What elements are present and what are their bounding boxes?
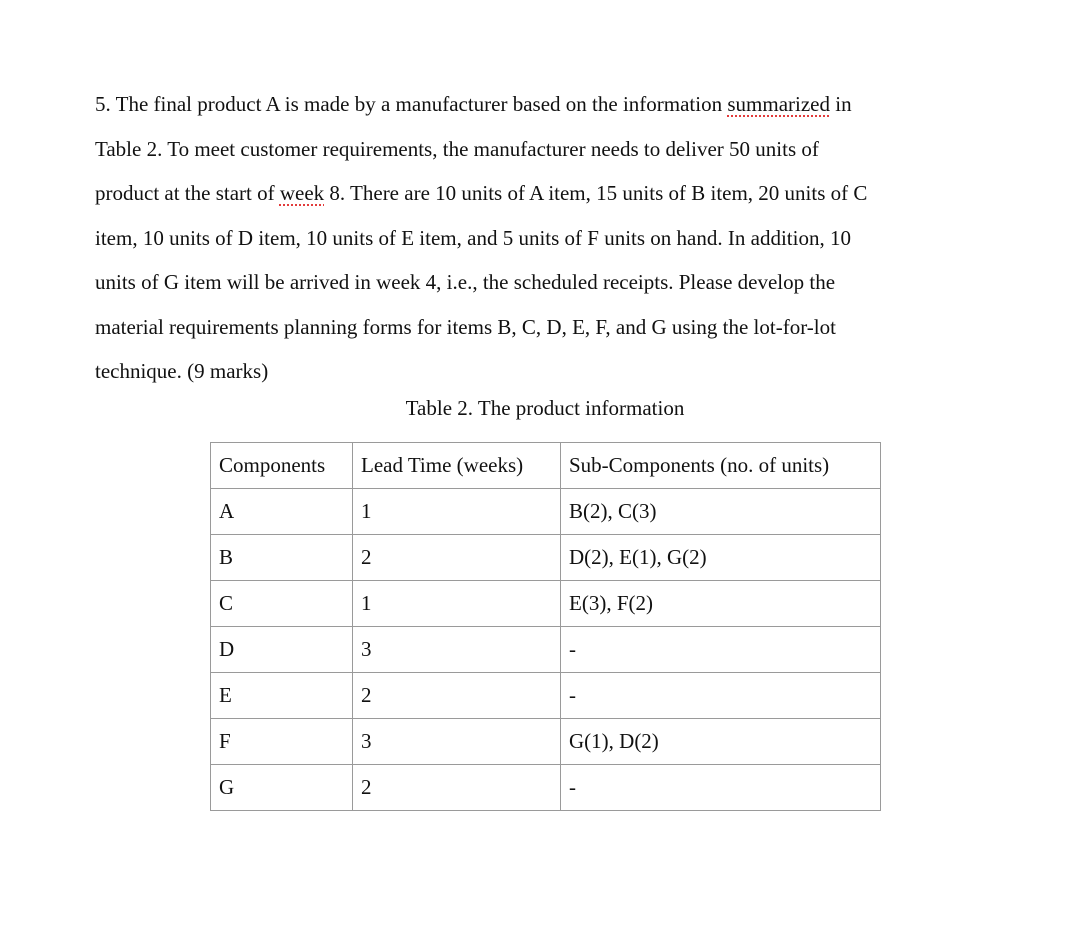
product-information-table — [210, 442, 881, 811]
component-cell: A — [211, 489, 353, 535]
header-lead-time: Lead Time (weeks) — [353, 443, 561, 489]
table-row — [211, 765, 881, 811]
sub-components-cell: - — [561, 765, 881, 811]
header-components: Components — [211, 443, 353, 489]
component-cell: B — [211, 535, 353, 581]
component-cell: G — [211, 765, 353, 811]
question-line-1: 5. The final product A is made by a manufacturer based on the information summarized in — [95, 92, 852, 116]
sub-components-cell: - — [561, 627, 881, 673]
component-cell: F — [211, 719, 353, 765]
table-row — [211, 627, 881, 673]
spellcheck-flagged-word[interactable]: week — [279, 181, 325, 205]
table-row — [211, 719, 881, 765]
sub-components-cell: G(1), D(2) — [561, 719, 881, 765]
lead-time-cell: 1 — [353, 489, 561, 535]
component-cell: E — [211, 673, 353, 719]
sub-components-cell: - — [561, 673, 881, 719]
question-line-7: technique. (9 marks) — [95, 359, 269, 383]
table-row — [211, 535, 881, 581]
question-line-5: units of G item will be arrived in week 4, i.e., the scheduled receipts. Please develop the — [95, 270, 836, 294]
lead-time-cell: 2 — [353, 673, 561, 719]
sub-components-cell: B(2), C(3) — [561, 489, 881, 535]
spellcheck-flagged-word[interactable]: summarized — [727, 92, 830, 116]
lead-time-cell: 1 — [353, 581, 561, 627]
sub-components-cell: D(2), E(1), G(2) — [561, 535, 881, 581]
component-cell: D — [211, 627, 353, 673]
lead-time-cell: 3 — [353, 719, 561, 765]
question-line-3: product at the start of week 8. There are 10 units of A item, 15 units of B item, 20 units of C — [95, 181, 868, 205]
table-row — [211, 489, 881, 535]
question-line-2: Table 2. To meet customer requirements, the manufacturer needs to deliver 50 units of — [95, 136, 819, 161]
header-sub-components: Sub-Components (no. of units) — [561, 443, 881, 489]
lead-time-cell: 2 — [353, 765, 561, 811]
question-line-4: item, 10 units of D item, 10 units of E item, and 5 units of F units on hand. In addition, 10 — [95, 225, 851, 250]
component-cell: C — [211, 581, 353, 627]
lead-time-cell: 3 — [353, 627, 561, 673]
table-header-row — [211, 443, 881, 489]
table-row — [211, 673, 881, 719]
question-line-6: material requirements planning forms for items B, C, D, E, F, and G using the lot-for-lot — [95, 314, 836, 339]
table-caption: Table 2. The product information — [405, 396, 685, 420]
question-text — [95, 82, 995, 394]
lead-time-cell: 2 — [353, 535, 561, 581]
sub-components-cell: E(3), F(2) — [561, 581, 881, 627]
table-row — [211, 581, 881, 627]
